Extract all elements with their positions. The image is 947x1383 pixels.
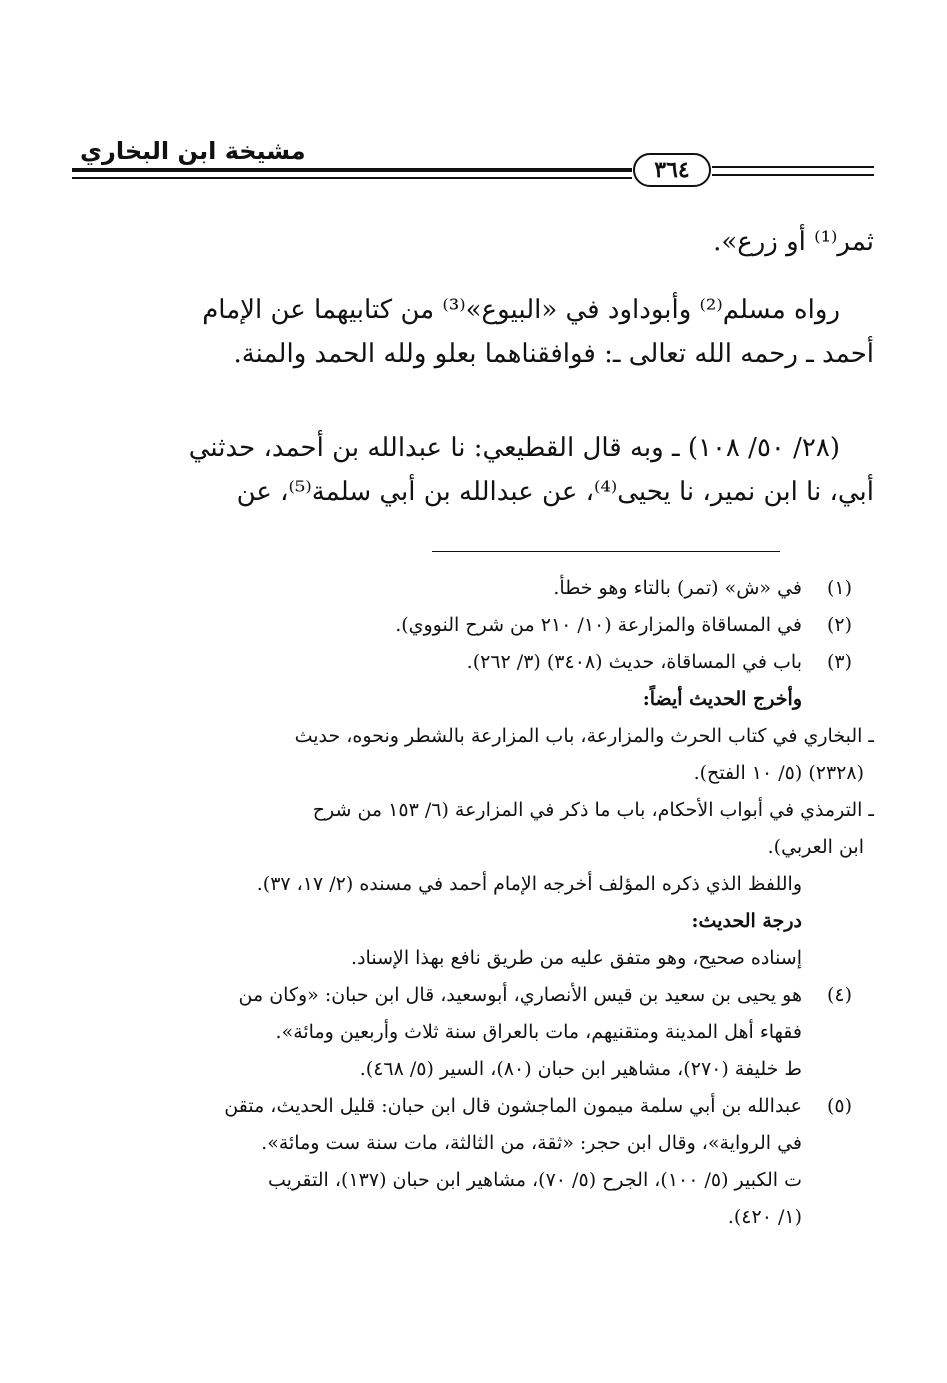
footnote	[72, 1088, 874, 1236]
footnote-line: في المساقاة والمزارعة (١٠/ ٢١٠ من شرح النووي).	[395, 614, 802, 636]
footnote-line: في الرواية»، وقال ابن حجر: «ثقة، من الثالثة، مات سنة ست ومائة».	[261, 1132, 802, 1154]
running-header-title: مشيخة ابن البخاري	[80, 137, 306, 165]
footnote	[72, 644, 874, 977]
footnote-subheading: درجة الحديث:	[691, 910, 802, 932]
footnote	[72, 977, 874, 1088]
header-rule	[72, 177, 632, 179]
footnote-number: (٥)	[826, 1095, 852, 1117]
header-rule	[712, 166, 874, 168]
page-number: ٣٦٤	[633, 153, 711, 187]
text-line: رواه مسلم⁽²⁾ وأبوداود في «البيوع»⁽³⁾ من كتابيهما عن الإمام	[202, 295, 840, 325]
text-line: ثمر⁽¹⁾ أو زرع».	[713, 227, 874, 257]
footnote	[72, 570, 874, 607]
main-paragraph	[72, 220, 874, 264]
main-paragraph	[72, 288, 874, 376]
footnote-line: ـ البخاري في كتاب الحرث والمزارعة، باب المزارعة بالشطر ونحوه، حديث	[294, 725, 874, 747]
footnote-line: في «ش» (تمر) بالتاء وهو خطأ.	[553, 577, 802, 599]
footnote-line: (٢٣٢٨) (٥/ ١٠ الفتح).	[693, 762, 864, 784]
footnote-line: واللفظ الذي ذكره المؤلف أخرجه الإمام أحمد في مسنده (٢/ ١٧، ٣٧).	[256, 873, 802, 895]
text-line: أحمد ـ رحمه الله تعالى ـ: فوافقناهما بعلو ولله الحمد والمنة.	[233, 339, 874, 369]
footnote-separator	[432, 551, 780, 552]
header-rule	[712, 174, 874, 176]
footnote-number: (٣)	[826, 651, 852, 673]
text-line: أبي، نا ابن نمير، نا يحيى⁽⁴⁾، عن عبدالله بن أبي سلمة⁽⁵⁾، عن	[236, 477, 874, 507]
footnote-number: (٢)	[826, 614, 852, 636]
main-paragraph	[72, 426, 874, 514]
footnote	[72, 607, 874, 644]
footnote-line: (١/ ٤٢٠).	[727, 1206, 802, 1228]
footnote-line: ط خليفة (٢٧٠)، مشاهير ابن حبان (٨٠)، السير (٥/ ٤٦٨).	[359, 1058, 802, 1080]
footnote-line: عبدالله بن أبي سلمة ميمون الماجشون قال ابن حبان: قليل الحديث، متقن	[224, 1095, 802, 1117]
footnote-line: باب في المساقاة، حديث (٣٤٠٨) (٣/ ٢٦٢).	[466, 651, 802, 673]
footnote-number: (١)	[826, 577, 852, 599]
footnote-line: ابن العربي).	[767, 836, 864, 858]
text-line: (٢٨/ ٥٠/ ١٠٨) ـ وبه قال القطيعي: نا عبدالله بن أحمد، حدثني	[188, 433, 840, 463]
footnote-line: إسناده صحيح، وهو متفق عليه من طريق نافع بهذا الإسناد.	[351, 947, 802, 969]
footnote-line: ـ الترمذي في أبواب الأحكام، باب ما ذكر في المزارعة (٦/ ١٥٣ من شرح	[312, 799, 874, 821]
footnote-subheading: وأخرج الحديث أيضاً:	[642, 688, 802, 710]
footnote-line: ت الكبير (٥/ ١٠٠)، الجرح (٥/ ٧٠)، مشاهير ابن حبان (١٣٧)، التقريب	[268, 1169, 802, 1191]
footnotes	[72, 570, 874, 1236]
footnote-line: فقهاء أهل المدينة ومتقنيهم، مات بالعراق سنة ثلاث وأربعين ومائة».	[275, 1021, 802, 1043]
footnote-number: (٤)	[826, 984, 852, 1006]
footnote-line: هو يحيى بن سعيد بن قيس الأنصاري، أبوسعيد، قال ابن حبان: «وكان من	[238, 984, 802, 1006]
header-rule	[72, 168, 632, 172]
